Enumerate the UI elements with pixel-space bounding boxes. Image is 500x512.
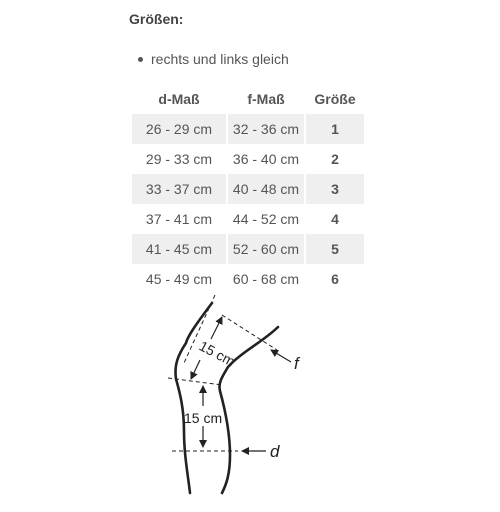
- list-item: [138, 50, 289, 68]
- measure-arrows: [191, 317, 291, 451]
- table-row: [132, 264, 364, 294]
- upper-arrow-up: [211, 317, 222, 339]
- size-notes-list: [138, 50, 289, 68]
- cell-size: 4: [331, 211, 339, 227]
- cell-d-measure: 29 - 33 cm: [145, 151, 213, 167]
- cell-f-measure: 36 - 40 cm: [232, 151, 300, 167]
- table-header-row: [132, 84, 364, 114]
- table-row: [132, 234, 364, 264]
- table-row: [132, 144, 364, 174]
- table-row: [132, 174, 364, 204]
- column-header-size: Größe: [314, 91, 356, 107]
- cell-size: 1: [306, 114, 364, 144]
- lower-measure-label: 15 cm: [184, 410, 223, 426]
- cell-f-measure: 40 - 48 cm: [228, 174, 304, 204]
- table-row: [132, 114, 364, 144]
- cell-f-measure: 32 - 36 cm: [228, 114, 304, 144]
- cell-d-measure: 26 - 29 cm: [132, 114, 226, 144]
- bullet-text: rechts und links gleich: [151, 51, 289, 67]
- cell-d-measure: 37 - 41 cm: [145, 211, 213, 227]
- table-row: [132, 204, 364, 234]
- f-pointer-arrow: [271, 350, 291, 362]
- knee-measurement-diagram: [160, 295, 330, 500]
- cell-d-measure: 45 - 49 cm: [145, 271, 213, 287]
- cell-f-measure: 44 - 52 cm: [232, 211, 300, 227]
- upper-measure-label: 15 cm: [196, 337, 238, 370]
- d-label: d: [270, 442, 280, 461]
- sizes-heading: Größen:: [129, 11, 184, 27]
- f-label: f: [294, 354, 299, 373]
- cell-d-measure: 33 - 37 cm: [132, 174, 226, 204]
- cell-f-measure: 52 - 60 cm: [228, 234, 304, 264]
- column-header-f-measure: f-Maß: [247, 91, 285, 107]
- column-header-d-measure: d-Maß: [158, 91, 200, 107]
- leg-outline: [175, 303, 278, 493]
- cell-f-measure: 60 - 68 cm: [232, 271, 300, 287]
- bullet-dot-icon: [138, 57, 143, 62]
- cell-size: 3: [306, 174, 364, 204]
- cell-size: 2: [331, 151, 339, 167]
- cell-size: 6: [331, 271, 339, 287]
- upper-arrow-down: [191, 360, 200, 379]
- cell-size: 5: [306, 234, 364, 264]
- size-table: [130, 84, 366, 294]
- cell-d-measure: 41 - 45 cm: [132, 234, 226, 264]
